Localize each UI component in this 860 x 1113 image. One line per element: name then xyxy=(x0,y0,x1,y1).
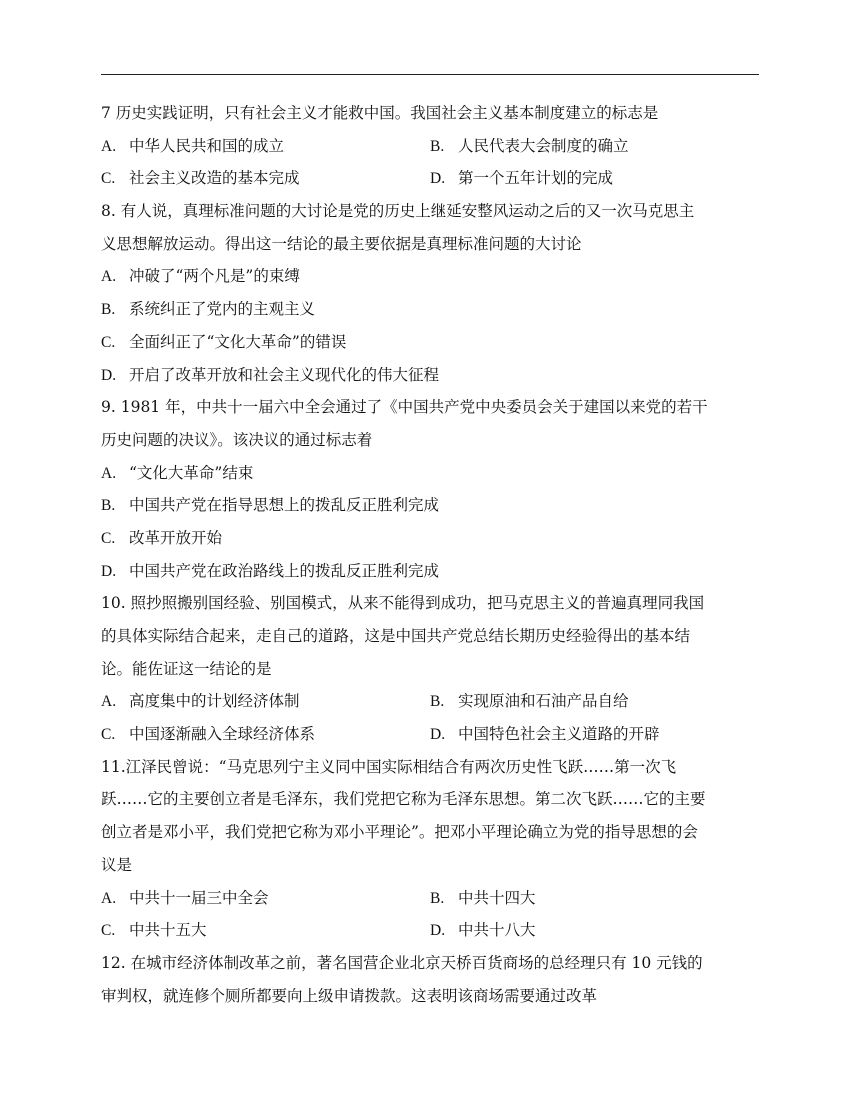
question-stem-line: 的具体实际结合起来，走自己的道路，这是中国共产党总结长期历史经验得出的基本结 xyxy=(101,627,691,645)
option-c[interactable] xyxy=(101,326,763,359)
option-text: 中国逐渐融入全球经济体系 xyxy=(129,725,316,744)
option-letter: A. xyxy=(101,268,117,286)
option-text: 社会主义改造的基本完成 xyxy=(129,169,300,188)
option-text: 实现原油和石油产品自给 xyxy=(458,692,629,711)
question-stem-line: 审判权，就连修个厕所都要向上级申请拨款。这表明该商场需要通过改革 xyxy=(101,986,598,1005)
option-b[interactable] xyxy=(430,882,763,915)
question-stem-line: 论。能佐证这一结论的是 xyxy=(101,659,272,678)
option-letter: B. xyxy=(430,137,445,155)
question-stem-line: 历史问题的决议》。该决议的通过标志着 xyxy=(101,430,373,449)
option-letter: A. xyxy=(101,137,117,155)
option-b[interactable] xyxy=(430,685,763,718)
option-letter: B. xyxy=(430,889,445,907)
option-text: 中华人民共和国的成立 xyxy=(129,136,285,155)
option-letter: B. xyxy=(430,693,445,711)
option-text: 第一个五年计划的完成 xyxy=(458,169,614,188)
option-c[interactable] xyxy=(101,162,430,195)
option-a[interactable] xyxy=(101,130,430,163)
option-letter: C. xyxy=(101,922,116,940)
option-text: 开启了改革开放和社会主义现代化的伟大征程 xyxy=(129,365,440,384)
option-text: 高度集中的计划经济体制 xyxy=(129,692,300,711)
options-row xyxy=(101,685,763,718)
option-c[interactable] xyxy=(101,522,763,555)
option-a[interactable] xyxy=(101,457,763,490)
option-text: 中国共产党在政治路线上的拨乱反正胜利完成 xyxy=(129,561,440,580)
question-stem-line: 跃……它的主要创立者是毛泽东，我们党把它称为毛泽东思想。第二次飞跃……它的主要 xyxy=(101,790,706,809)
option-text: 系统纠正了党内的主观主义 xyxy=(129,300,316,319)
options-row xyxy=(101,130,763,163)
question-stem-line: 7 历史实践证明，只有社会主义才能救中国。我国社会主义基本制度建立的标志是 xyxy=(101,104,659,122)
question-10 xyxy=(101,587,763,750)
option-d[interactable] xyxy=(430,162,763,195)
option-letter: D. xyxy=(430,922,446,940)
options-row xyxy=(101,162,763,195)
question-stem-line: 议是 xyxy=(101,855,133,874)
option-text: “文化大革命”结束 xyxy=(129,463,254,482)
question-12 xyxy=(101,947,763,1012)
option-letter: A. xyxy=(101,889,117,907)
options-row xyxy=(101,718,763,751)
option-text: 中共十四大 xyxy=(458,888,536,907)
option-b[interactable] xyxy=(430,130,763,163)
option-text: 中国共产党在指导思想上的拨乱反正胜利完成 xyxy=(129,496,440,515)
question-stem-line: 8. 有人说，真理标准问题的大讨论是党的历史上继延安整风运动之后的又一次马克思主 xyxy=(101,202,695,221)
option-a[interactable] xyxy=(101,260,763,293)
option-d[interactable] xyxy=(430,718,763,751)
option-letter: C. xyxy=(101,726,116,744)
header-rule xyxy=(101,74,759,75)
option-text: 改革开放开始 xyxy=(129,528,223,547)
option-b[interactable] xyxy=(101,293,763,326)
option-a[interactable] xyxy=(101,882,430,915)
option-letter: D. xyxy=(430,726,446,744)
option-c[interactable] xyxy=(101,718,430,751)
option-d[interactable] xyxy=(430,914,763,947)
question-8 xyxy=(101,195,763,391)
option-letter: C. xyxy=(101,333,116,351)
option-letter: A. xyxy=(101,693,117,711)
question-7 xyxy=(101,97,763,195)
option-text: 人民代表大会制度的确立 xyxy=(458,136,629,155)
option-text: 中国特色社会主义道路的开辟 xyxy=(458,725,660,744)
option-text: 中共十一届三中全会 xyxy=(129,888,269,907)
option-b[interactable] xyxy=(101,489,763,522)
option-letter: A. xyxy=(101,464,117,482)
option-d[interactable] xyxy=(101,555,763,588)
option-text: 中共十八大 xyxy=(458,921,536,940)
question-11 xyxy=(101,751,763,947)
option-letter: C. xyxy=(101,170,116,188)
question-stem-line: 创立者是邓小平，我们党把它称为邓小平理论”。把邓小平理论确立为党的指导思想的会 xyxy=(101,823,698,842)
option-c[interactable] xyxy=(101,914,430,947)
option-d[interactable] xyxy=(101,359,763,392)
question-stem-line: 9. 1981 年，中共十一届六中全会通过了《中国共产党中央委员会关于建国以来党的若干 xyxy=(101,398,708,417)
question-stem-line: 11.江泽民曾说：“马克思列宁主义同中国实际相结合有两次历史性飞跃……第一次飞 xyxy=(101,757,677,776)
option-letter: C. xyxy=(101,529,116,547)
option-letter: B. xyxy=(101,301,116,319)
option-letter: B. xyxy=(101,497,116,515)
question-list xyxy=(101,97,763,1012)
option-a[interactable] xyxy=(101,685,430,718)
option-letter: D. xyxy=(101,562,117,580)
question-9 xyxy=(101,391,763,587)
option-letter: D. xyxy=(101,366,117,384)
options-row xyxy=(101,914,763,947)
question-stem-line: 12. 在城市经济体制改革之前，著名国营企业北京天桥百货商场的总经理只有 10 元钱的 xyxy=(101,953,703,972)
question-stem-line: 10. 照抄照搬别国经验、别国模式，从来不能得到成功，把马克思主义的普遍真理同我国 xyxy=(101,594,705,613)
question-stem-line: 义思想解放运动。得出这一结论的最主要依据是真理标准问题的大讨论 xyxy=(101,234,582,253)
option-letter: D. xyxy=(430,170,446,188)
option-text: 冲破了“两个凡是”的束缚 xyxy=(129,267,300,286)
option-text: 中共十五大 xyxy=(129,921,207,940)
option-text: 全面纠正了“文化大革命”的错误 xyxy=(129,332,347,351)
options-row xyxy=(101,882,763,915)
